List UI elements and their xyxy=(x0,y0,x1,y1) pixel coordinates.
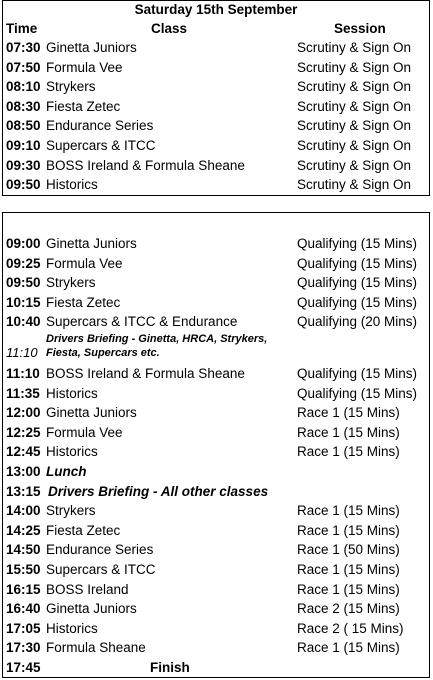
row-class: Historics xyxy=(46,444,98,460)
briefing-note-time: 11:10 xyxy=(6,345,38,360)
row-time: 09:25 xyxy=(6,255,41,271)
row-time: 08:30 xyxy=(6,98,41,114)
row-time: 09:50 xyxy=(6,275,41,291)
header-session: Session xyxy=(334,21,386,36)
row-time: 09:00 xyxy=(6,236,41,251)
row-session: Race 1 (15 Mins) xyxy=(297,562,400,577)
row-class: Fiesta Zetec xyxy=(46,98,121,114)
row-class: Formula Vee xyxy=(46,59,123,75)
row-time: 14:50 xyxy=(6,542,41,558)
row-session: Scrutiny & Sign On xyxy=(297,138,412,153)
table-row xyxy=(6,462,429,482)
row-session: Race 1 (15 Mins) xyxy=(297,640,400,656)
briefing-note-line2: Fiesta, Supercars etc. xyxy=(46,346,160,359)
row-class: Ginetta Juniors xyxy=(46,40,137,55)
row-session: Race 1 (15 Mins) xyxy=(297,444,400,460)
row-class: Endurance Series xyxy=(46,542,154,558)
row-time: 09:50 xyxy=(6,177,41,193)
row-session: Race 1 (15 Mins) xyxy=(297,424,400,440)
row-session: Race 1 (15 Mins) xyxy=(297,522,400,538)
row-class: BOSS Ireland xyxy=(46,581,129,597)
table-row xyxy=(6,77,429,97)
row-time: 14:00 xyxy=(6,503,41,519)
row-time: 16:15 xyxy=(6,581,41,597)
row-time: 09:10 xyxy=(6,138,41,153)
header-time: Time xyxy=(6,21,38,36)
table-row xyxy=(6,293,429,313)
row-class: Historics xyxy=(46,620,98,636)
table-row xyxy=(6,254,429,274)
row-time: 13:15 xyxy=(6,483,41,499)
briefing-note xyxy=(46,333,267,360)
table-row xyxy=(6,58,429,78)
row-session: Qualifying (15 Mins) xyxy=(297,385,418,401)
row-time: 11:10 xyxy=(6,366,40,381)
row-session: Scrutiny & Sign On xyxy=(297,157,412,173)
table-row xyxy=(6,403,429,423)
row-session: Race 2 ( 15 Mins) xyxy=(297,620,404,636)
table-row xyxy=(6,364,429,384)
row-time: 16:40 xyxy=(6,601,41,617)
table-row xyxy=(6,156,429,176)
row-session: Qualifying (15 Mins) xyxy=(297,366,418,381)
scrutiny-table xyxy=(2,0,430,196)
row-class: Formula Vee xyxy=(46,424,123,440)
table-row xyxy=(6,521,429,541)
schedule-table xyxy=(2,212,430,678)
row-time: 08:50 xyxy=(6,118,41,134)
row-session: Qualifying (15 Mins) xyxy=(297,255,418,271)
row-time: 12:25 xyxy=(6,424,41,440)
table-row xyxy=(6,423,429,443)
row-session: Race 1 (15 Mins) xyxy=(297,503,400,519)
row-session: Race 1 (15 Mins) xyxy=(297,581,400,597)
table-row xyxy=(6,638,429,658)
table-row xyxy=(6,619,429,639)
row-time: 11:35 xyxy=(6,385,40,401)
row-time: 12:00 xyxy=(6,405,41,421)
table-row xyxy=(6,312,429,332)
table-row xyxy=(6,442,429,462)
row-class: Strykers xyxy=(46,79,96,95)
row-time: 08:10 xyxy=(6,79,41,95)
finish-time: 17:45 xyxy=(6,660,41,675)
table-row xyxy=(6,175,429,195)
table-row xyxy=(6,116,429,136)
row-class: BOSS Ireland & Formula Sheane xyxy=(46,157,245,173)
row-session: Race 1 (15 Mins) xyxy=(297,405,400,421)
table-row xyxy=(6,136,429,156)
row-class: BOSS Ireland & Formula Sheane xyxy=(46,366,245,381)
row-session: Race 2 (15 Mins) xyxy=(297,601,400,617)
table-row xyxy=(6,580,429,600)
table-row xyxy=(6,501,429,521)
row-session: Qualifying (15 Mins) xyxy=(297,275,418,291)
row-class: Supercars & ITCC xyxy=(46,138,156,153)
row-session: Scrutiny & Sign On xyxy=(297,79,412,95)
row-class: Ginetta Juniors xyxy=(46,236,137,251)
row-class: Supercars & ITCC & Endurance xyxy=(46,314,238,330)
row-class: Historics xyxy=(46,385,98,401)
row-class: Strykers xyxy=(46,275,96,291)
table-row xyxy=(6,560,429,580)
row-class: Historics xyxy=(46,177,98,193)
table-row xyxy=(6,540,429,560)
table-row xyxy=(6,482,429,502)
row-time: 17:05 xyxy=(6,620,41,636)
row-class: Fiesta Zetec xyxy=(46,522,121,538)
row-class: Ginetta Juniors xyxy=(46,405,137,421)
row-session: Scrutiny & Sign On xyxy=(297,98,412,114)
row-time: 07:30 xyxy=(6,40,41,55)
row-session: Qualifying (15 Mins) xyxy=(297,294,418,310)
row-time: 10:40 xyxy=(6,314,41,330)
row-class: Fiesta Zetec xyxy=(46,294,121,310)
table-row xyxy=(6,38,429,58)
row-class: Supercars & ITCC xyxy=(46,562,156,577)
row-time: 17:30 xyxy=(6,640,41,656)
row-session: Scrutiny & Sign On xyxy=(297,40,412,55)
header-class: Class xyxy=(151,21,188,36)
table-row xyxy=(6,599,429,619)
day-title: Saturday 15th September xyxy=(134,2,298,17)
row-class: Endurance Series xyxy=(46,118,154,134)
table-row xyxy=(6,97,429,117)
table-row xyxy=(6,234,429,254)
briefing-note-line1: Drivers Briefing - Ginetta, HRCA, Strykers, xyxy=(46,333,268,345)
row-time: 07:50 xyxy=(6,59,41,75)
row-session: Qualifying (20 Mins) xyxy=(297,314,418,330)
row-time: 10:15 xyxy=(6,294,41,310)
finish-label: Finish xyxy=(150,660,190,675)
row-session: Qualifying (15 Mins) xyxy=(297,236,418,251)
row-class: Formula Vee xyxy=(46,255,123,271)
row-time: 15:50 xyxy=(6,562,41,577)
row-class: Drivers Briefing - All other classes xyxy=(48,483,269,499)
row-time: 14:25 xyxy=(6,522,41,538)
table-row xyxy=(6,273,429,293)
row-class: Ginetta Juniors xyxy=(46,601,137,617)
row-time: 09:30 xyxy=(6,157,41,173)
finish-row xyxy=(6,658,429,678)
row-session: Scrutiny & Sign On xyxy=(297,59,412,75)
row-time: 12:45 xyxy=(6,444,41,460)
row-class: Formula Sheane xyxy=(46,640,146,656)
row-session: Scrutiny & Sign On xyxy=(297,177,412,193)
row-time: 13:00 xyxy=(6,464,41,479)
row-class: Strykers xyxy=(46,503,96,519)
row-session: Race 1 (50 Mins) xyxy=(297,542,400,558)
table-row xyxy=(6,384,429,404)
row-class: Lunch xyxy=(46,464,87,479)
row-session: Scrutiny & Sign On xyxy=(297,118,412,134)
